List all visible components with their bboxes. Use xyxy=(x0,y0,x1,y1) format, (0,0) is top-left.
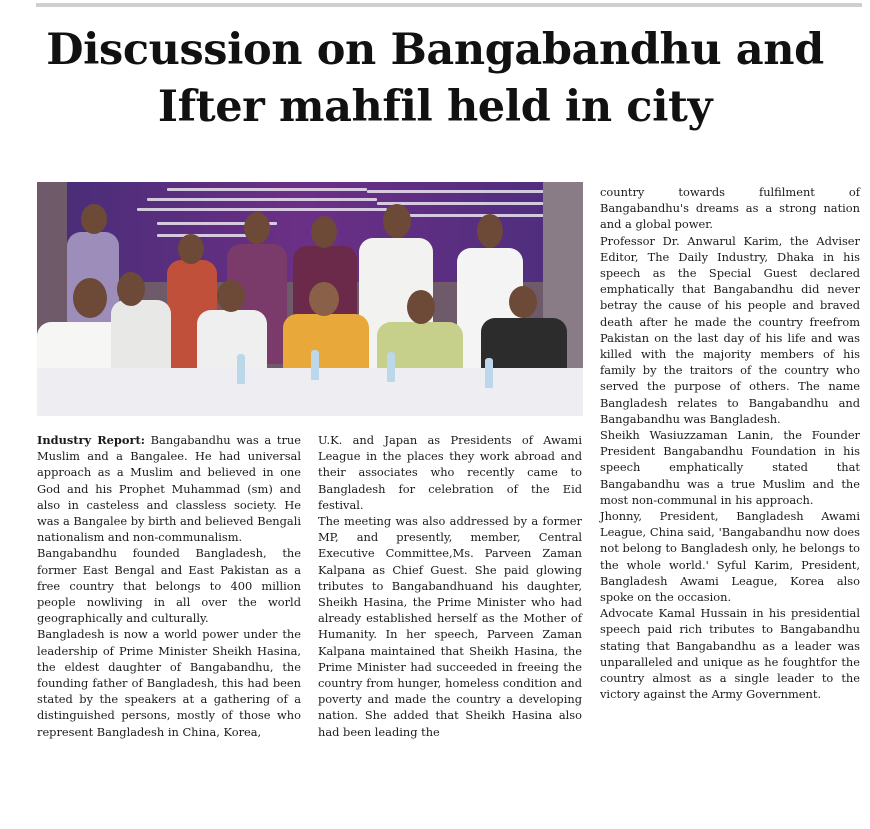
lead-label: Industry Report: xyxy=(37,433,145,447)
headline: Discussion on Bangabandhu and Ifter mahfil held in city xyxy=(46,25,824,132)
paragraph: country towards fulfilment of Bangabandhu's dreams as a strong nation and a global power. xyxy=(600,185,860,232)
paragraph: Advocate Kamal Hussain in his presidential speech paid rich tributes to Bangabandhu stating that Bangabandhu as a leader was unparalleled and unique as he foughtfor the country almost as a single leader to the victory against the Army Government. xyxy=(600,606,860,702)
paragraph: The meeting was also addressed by a former MP, and presently, member, Central Executive Committee,Ms. Parveen Zaman Kalpana as Chief Guest. She paid glowing tributes to Bangabandhuand his daughter, Sheikh Hasina, the Prime Minister who had already established herself as the Mother of Humanity. In her speech, Parveen Zaman Kalpana maintained that Sheikh Hasina, the Prime Minister had succeeded in freeing the country from hunger, homeless condition and poverty and made the country a developing nation. She added that Sheikh Hasina also had been leading the xyxy=(318,514,582,739)
news-photo xyxy=(37,182,583,416)
paragraph-text: Bangabandhu was a true Muslim and a Bangalee. He had universal approach as a Muslim and believed in one God and his Prophet Muhammad (sm) and also in casteless and classless society. He was a Bangalee by birth and believed Bengali nationalism and non-communalism. xyxy=(37,433,302,545)
paragraph: Jhonny, President, Bangladesh Awami League, China said, 'Bangabandhu now does not belong to Bangladesh only, he belongs to the whole world.' Syful Karim, President, Bangladesh Awami League, Korea also spoke on the occasion. xyxy=(600,509,860,605)
article-column-3 xyxy=(600,184,860,703)
paragraph: Bangabandhu founded Bangladesh, the former East Bengal and East Pakistan as a free country that belongs to 400 million people nowliving in all over the world geographically and culturally. xyxy=(37,546,301,626)
paragraph: U.K. and Japan as Presidents of Awami League in the places they work abroad and their associates who recently came to Bangladesh for celebration of the Eid festival. xyxy=(318,433,582,512)
article-column-1 xyxy=(37,432,301,740)
top-rule xyxy=(36,3,862,7)
paragraph: Bangladesh is now a world power under the leadership of Prime Minister Sheikh Hasina, the eldest daughter of Bangabandhu, the founding father of Bangladesh, this had been stated by the speakers at a gathering of a distinguished persons, mostly of those who represent Bangladesh in China, Korea, xyxy=(37,627,301,739)
paragraph: Professor Dr. Anwarul Karim, the Adviser Editor, The Daily Industry, Dhaka in his speech as the Special Guest declared emphatically that Bangabandhu did never betray the cause of his people and braved death after he made the country freefrom Pakistan on the last day of his life and was killed with the majority members of his family by the traitors of the country who served the purpose of others. The name Bangladesh relates to Bangabandhu and Bangabandhu was Bangladesh. xyxy=(600,233,860,426)
article-column-2 xyxy=(318,432,582,740)
lead-paragraph xyxy=(37,432,301,545)
paragraph: Sheikh Wasiuzzaman Lanin, the Founder President Bangabandhu Foundation in his speech emphatically stated that Bangabandhu was a true Muslim and the most non-communal in his approach. xyxy=(600,428,860,507)
